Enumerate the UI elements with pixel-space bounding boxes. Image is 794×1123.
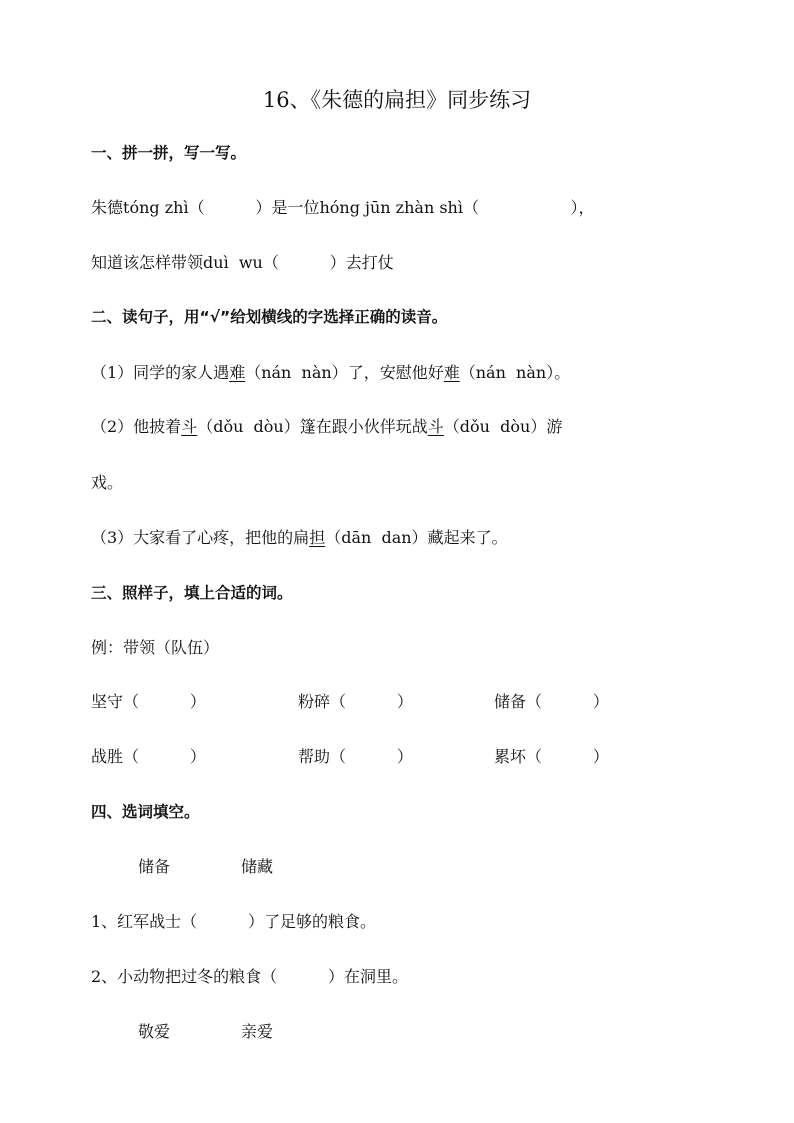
answer-blank[interactable]: （ ） bbox=[262, 253, 346, 272]
text: 去打仗 bbox=[345, 253, 394, 272]
sentence-3 bbox=[91, 527, 508, 549]
sentence-1 bbox=[91, 362, 570, 384]
text: 是一位 bbox=[271, 198, 320, 217]
word-fill-item[interactable]: 战胜（ ） bbox=[91, 747, 206, 766]
pinyin-options[interactable]: （nán nàn） bbox=[459, 363, 555, 382]
pinyin-options[interactable]: （dǒu dòu） bbox=[197, 417, 300, 436]
underlined-char: 担 bbox=[309, 528, 326, 547]
section-1-heading: 一、拼一拼，写一写。 bbox=[91, 144, 247, 162]
section-1-line-2 bbox=[91, 252, 394, 274]
example-line: 例：带领（队伍） bbox=[91, 638, 220, 657]
pinyin: hóng jūn zhàn shì bbox=[319, 198, 463, 217]
question-1[interactable]: 1、红军战士（ ）了足够的粮食。 bbox=[91, 912, 377, 931]
question-2[interactable]: 2、小动物把过冬的粮食（ ）在洞里。 bbox=[91, 967, 409, 986]
word-fill-item[interactable]: 储备（ ） bbox=[494, 692, 609, 711]
word-choice: 储备 bbox=[138, 857, 171, 876]
text: （2）他披着 bbox=[91, 417, 182, 436]
underlined-char: 斗 bbox=[181, 417, 198, 436]
text: 了，安慰他好 bbox=[347, 363, 444, 382]
word-fill-item[interactable]: 累坏（ ） bbox=[494, 747, 609, 766]
word-fill-item[interactable]: 帮助（ ） bbox=[298, 747, 413, 766]
word-fill-item[interactable]: 坚守（ ） bbox=[91, 692, 206, 711]
answer-blank[interactable]: （ ）， bbox=[462, 198, 595, 217]
section-3-heading: 三、照样子，填上合适的词。 bbox=[91, 584, 293, 602]
text: 篷在跟小伙伴玩战 bbox=[299, 417, 428, 436]
word-choice: 敬爱 bbox=[138, 1022, 171, 1041]
text: （1）同学的家人遇 bbox=[91, 363, 230, 382]
section-1-line-1 bbox=[91, 197, 595, 219]
pinyin: tóng zhì bbox=[123, 198, 189, 217]
word-fill-item[interactable]: 粉碎（ ） bbox=[298, 692, 413, 711]
underlined-char: 难 bbox=[229, 363, 246, 382]
text: 知道该怎样带领 bbox=[91, 253, 204, 272]
pinyin: duì wu bbox=[203, 253, 263, 272]
underlined-char: 难 bbox=[443, 363, 460, 382]
page-title: 16、《朱德的扁担》同步练习 bbox=[262, 88, 532, 112]
text: （3）大家看了心疼，把他的扁 bbox=[91, 528, 310, 547]
word-choice: 亲爱 bbox=[241, 1022, 274, 1041]
text: 朱德 bbox=[91, 198, 124, 217]
text: 。 bbox=[554, 363, 571, 382]
section-4-heading: 四、选词填空。 bbox=[91, 803, 200, 821]
section-2-heading: 二、读句子，用“√”给划横线的字选择正确的读音。 bbox=[91, 308, 448, 326]
text: 藏起来了。 bbox=[427, 528, 508, 547]
pinyin-options[interactable]: （dǒu dòu） bbox=[443, 417, 547, 436]
sentence-2 bbox=[91, 416, 562, 438]
word-choice: 储藏 bbox=[241, 857, 274, 876]
sentence-2-continued: 戏。 bbox=[91, 473, 124, 492]
pinyin-options[interactable]: （dān dan） bbox=[325, 528, 428, 547]
text: 游 bbox=[546, 417, 563, 436]
answer-blank[interactable]: （ ） bbox=[188, 198, 272, 217]
pinyin-options[interactable]: （nán nàn） bbox=[245, 363, 348, 382]
underlined-char: 斗 bbox=[427, 417, 444, 436]
